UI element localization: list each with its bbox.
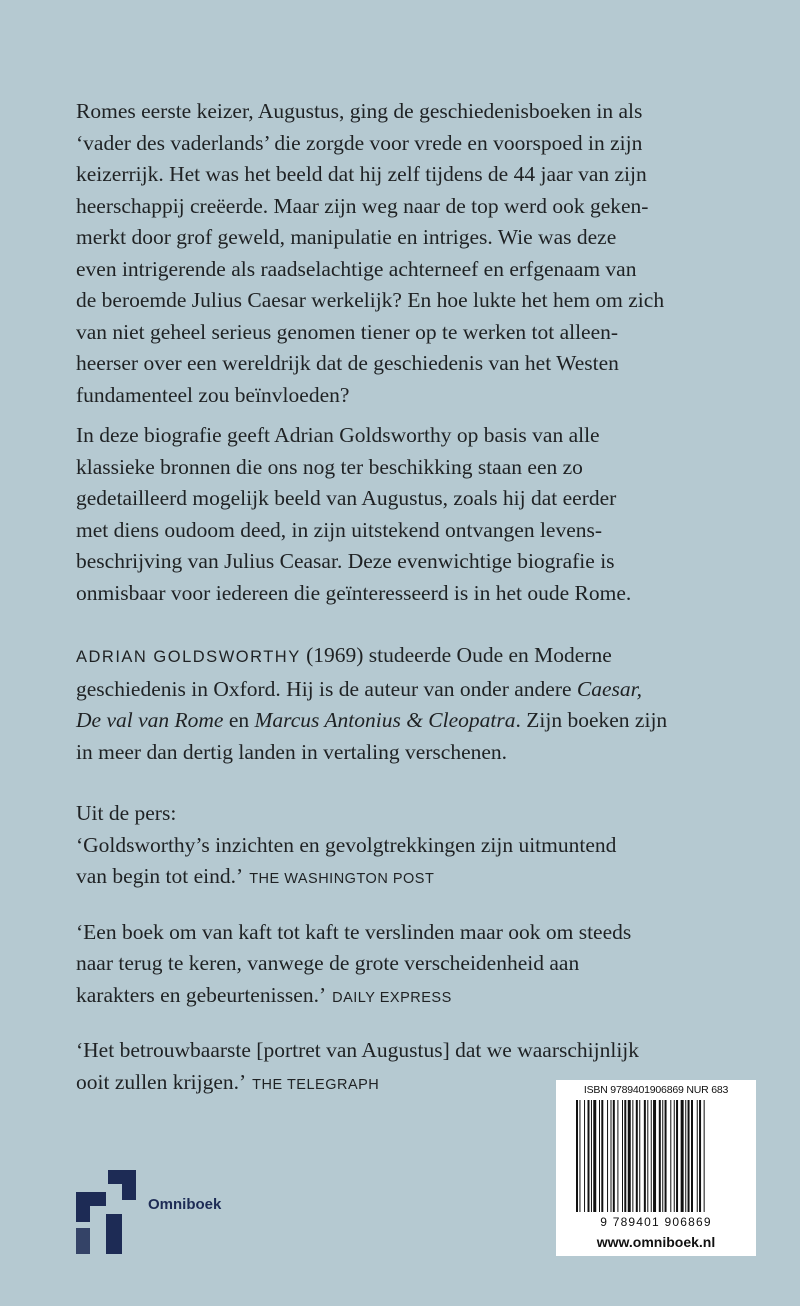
author-line [76,674,756,706]
book-title: De val van Rome [76,708,224,732]
intro-line: Romes eerste keizer, Augustus, ging de geschiedenisboeken in als [76,99,643,123]
press-heading: Uit de pers: [76,801,177,825]
bio-line: met diens oudoom deed, in zijn uitstekend ontvangen levens- [76,517,603,542]
bio-line: gedetailleerd mogelijk beeld van Augustus, zoals hij dat eerder [76,486,617,510]
author-text: en [223,708,255,732]
author-line: in meer dan dertig landen in vertaling verschenen. [76,739,508,764]
isbn-label: ISBN 9789401906869 NUR 683 [583,1084,729,1096]
bio-line: klassieke bronnen die ons nog ter beschikking staan een zo [76,454,583,479]
bio-line: In deze biografie geeft Adrian Goldsworthy op basis van alle [76,423,600,447]
intro-line: merkt door grof geweld, manipulatie en intriges. Wie was deze [76,225,617,249]
intro-paragraph [76,96,756,411]
press-quote [76,830,756,896]
barcode-icon [574,1100,744,1220]
intro-line: heerschappij creëerde. Maar zijn weg naar de top werd ook geken- [76,193,649,218]
quote-source: THE TELEGRAPH [252,1076,380,1093]
quote-line [76,980,756,1015]
quote-text: ooit zullen krijgen.’ [76,1069,247,1094]
press-quote [76,917,756,1015]
author-line [76,640,756,674]
author-text: geschiedenis in Oxford. Hij is de auteur van onder andere [76,676,577,701]
intro-line: heerser over een wereldrijk dat de geschiedenis van het Westen [76,351,619,375]
quote-line: naar terug te keren, vanwege de grote verscheidenheid aan [76,951,580,975]
press-section [76,798,756,1122]
quote-text: karakters en gebeurtenissen.’ [76,982,327,1007]
quote-text: van begin tot eind.’ [76,864,244,888]
publisher-website: www.omniboek.nl [596,1234,716,1250]
author-paragraph [76,640,756,768]
quote-line [76,861,756,896]
quote-line: ‘Een boek om van kaft tot kaft te verslinden maar ook om steeds [76,919,632,944]
intro-line: ‘vader des vaderlands’ die zorgde voor vrede en voorspoed in zijn [76,130,643,155]
intro-line: van niet geheel serieus genomen tiener op te werken tot alleen- [76,319,619,344]
author-text: . Zijn boeken zijn [515,708,668,732]
intro-line: fundamenteel zou beïnvloeden? [76,382,350,407]
book-title: Marcus Antonius & Cleopatra [254,708,516,732]
intro-line: de beroemde Julius Caesar werkelijk? En hoe lukte het hem om zich [76,288,665,312]
bio-line: beschrijving van Julius Ceasar. Deze evenwichtige biografie is [76,549,615,573]
quote-line: ‘Goldsworthy’s inzichten en gevolgtrekkingen zijn uitmuntend [76,832,617,857]
omniboek-logo-icon [76,1170,136,1254]
biography-paragraph [76,420,756,609]
bio-line: onmisbaar voor iedereen die geïnteresseerd is in het oude Rome. [76,580,632,605]
isbn-digits: 9 789401 906869 [600,1215,712,1229]
barcode-panel [556,1080,756,1256]
intro-line: even intrigerende als raadselachtige achterneef en erfgenaam van [76,256,637,281]
author-text: (1969) studeerde Oude en Moderne [300,643,612,667]
quote-source: THE WASHINGTON POST [249,871,435,887]
publisher-name: Omniboek [148,1196,222,1213]
author-line [76,705,756,737]
book-title: Caesar, [576,676,643,701]
author-name: ADRIAN GOLDSWORTHY [76,648,301,666]
quote-source: DAILY EXPRESS [332,989,452,1006]
intro-line: keizerrijk. Het was het beeld dat hij zelf tijdens de 44 jaar van zijn [76,162,647,186]
quote-line: ‘Het betrouwbaarste [portret van Augustus] dat we waarschijnlijk [76,1038,640,1062]
